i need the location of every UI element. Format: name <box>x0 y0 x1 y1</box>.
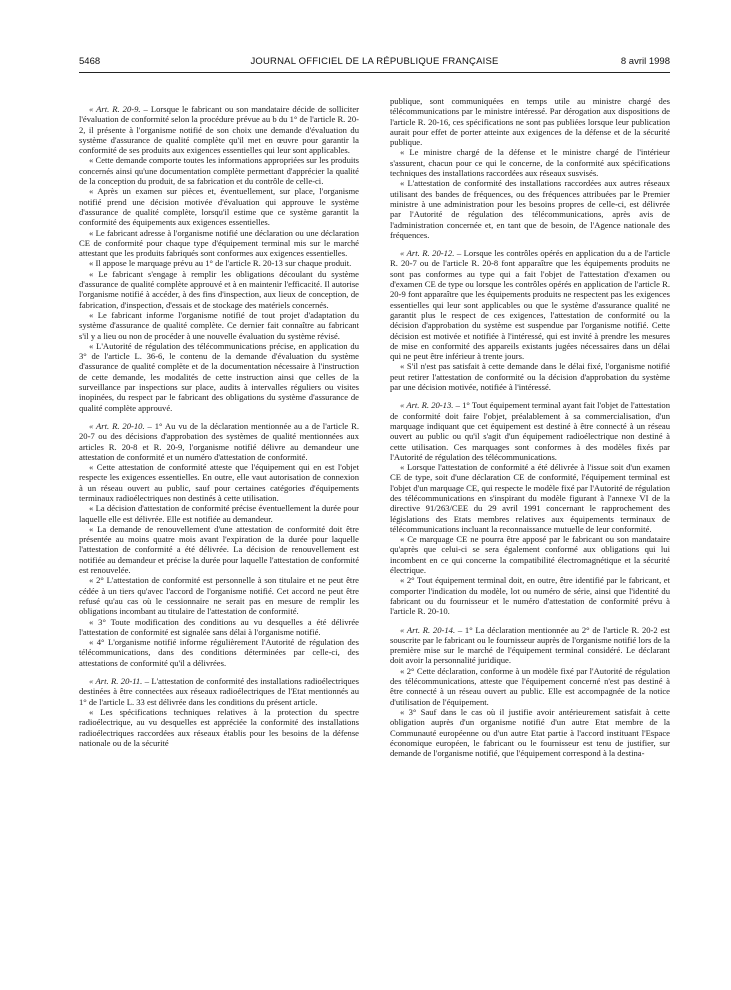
article-reference: « Art. R. 20-11. <box>89 676 143 687</box>
paragraph-text: « L'Autorité de régulation des télécommunications précise, en application du 3° de l'article L. 36-6, le contenu de la demande d'évaluation du système d'assurance de qualité complète et de la documentation nécessaire à l'instruction de cette demande, les modalités de cette instruction ainsi que celles de la surveillance par inspections sur place, audits à intervalles réguliers ou visites inopinées, du respect par le fabricant des obligations du système d'assurance de qualité complète approuvé. <box>79 340 359 413</box>
paragraph <box>79 676 359 707</box>
paragraph-text: « Le fabricant s'engage à remplir les obligations découlant du système d'assurance de qualité complète approuvé et à en maintenir l'efficacité. Il autorise l'organisme notifié à accéder, à des fins d'inspection, aux lieux de conception, de fabrication, d'inspection, d'essais et de stockage des matériels concernés. <box>79 268 359 310</box>
paragraph <box>390 361 670 392</box>
paragraph <box>390 575 670 616</box>
paragraph-text: – 1° La déclaration mentionnée au 2° de l'article R. 20-2 est souscrite par le fabricant ou le fournisseur auprès de l'organisme notifié lors de la première mise sur le marché de l'équipement terminal considéré. Le déclarant doit avoir la personnalité juridique. <box>390 624 670 666</box>
paragraph-text: « La décision d'attestation de conformité précise éventuellement la durée pour laquelle elle est délivrée. Elle est notifiée au demandeur. <box>79 503 359 524</box>
paragraph <box>390 400 670 462</box>
paragraph <box>390 147 670 178</box>
paragraph-text: « L'attestation de conformité des installations raccordées aux autres réseaux utilisant des bandes de fréquences, ou des fréquences attribuées par le Premier ministre à une administration pour les besoins propres de celle-ci, est délivrée par l'Autorité de régulation des télécommunications, après avis de l'administration concernée et, en tant que de besoin, de l'Agence nationale des fréquences. <box>390 178 670 240</box>
paragraph <box>79 155 359 186</box>
paragraph <box>79 462 359 503</box>
paragraph <box>79 104 359 155</box>
paragraph <box>79 637 359 668</box>
paragraph <box>79 503 359 524</box>
paragraph-text: « Le ministre chargé de la défense et le ministre chargé de l'intérieur s'assurent, chacun pour ce qui le concerne, de la conformité aux spécifications techniques des installations raccordées aux réseaux susvisés. <box>390 147 670 179</box>
paragraph-text: publique, sont communiquées en temps utile au ministre chargé des télécommunications par le ministre intéressé. Par dérogation aux dispositions de l'article R. 20-16, ces spécifications ne sont pas publiées lorsque leur publication aurait pour effet de porter atteinte aux exigences de la défense et de la sécurité publique. <box>390 96 670 148</box>
paragraph-text: – 1° Tout équipement terminal ayant fait l'objet de l'attestation de conformité doit faire l'objet, préalablement à sa commercialisation, d'un marquage indiquant que cet équipement est destiné à être connecté à un réseau ouvert au public ou qu'il s'agit d'un équipement radioélectrique non destiné à cette utilisation. Ces marquages sont conformes à des modèles fixés par l'Autorité de régulation des télécommunications. <box>390 400 670 462</box>
paragraph <box>390 534 670 575</box>
paragraph-text: – Lorsque les contrôles opérés en application du a de l'article R. 20-7 ou de l'article R. 20-8 font apparaître que les équipements produits ne sont pas conformes au type qui a fait l'objet de l'attestation d'examen ou d'examen CE de type ou lorsque les contrôles opérés en application de l'article R. 20-9 font apparaître que les équipements produits ne respectent pas les exigences essentielles qui leur sont applicables ou que le système d'assurance qualité ne garantit plus le respect de ces exigences, l'attestation de conformité ou la décision d'approbation du système est suspendue par l'organisme notifié. Cette décision est motivée et notifiée à l'intéressé, qui est invité à prendre les mesures de mise en conformité des appareils existants jugées nécessaires dans un délai qui ne peut être inférieur à trente jours. <box>390 248 670 362</box>
paragraph <box>79 524 359 575</box>
paragraph-text: « Il appose le marquage prévu au 1° de l'article R. 20-13 sur chaque produit. <box>89 258 352 269</box>
paragraph-text: « Après un examen sur pièces et, éventuellement, sur place, l'organisme notifié prend une décision motivée d'évaluation qui approuve le système d'assurance de qualité complète, lorsqu'il estime que ce système garantit la conformité des équipements aux exigences essentielles. <box>79 186 359 228</box>
paragraph-text: « Le fabricant informe l'organisme notifié de tout projet d'adaptation du système d'assurance de qualité complète. Ce dernier fait connaître au fabricant s'il y a lieu ou non de procéder à une nouvelle évaluation du système révisé. <box>79 309 359 341</box>
paragraph-text: « Cette demande comporte toutes les informations appropriées sur les produits concernés ainsi qu'une documentation complète permettant d'apprécier la qualité de la conception du produit, de sa fabrication et du contrôle de celle-ci. <box>79 155 359 187</box>
paragraph-text: « S'il n'est pas satisfait à cette demande dans le délai fixé, l'organisme notifié peut retirer l'attestation de conformité ou la décision d'approbation du système par une décision motivée, notifiée à l'intéressé. <box>390 361 670 393</box>
paragraph <box>390 462 670 534</box>
issue-date: 8 avril 1998 <box>620 56 670 67</box>
paragraph <box>79 228 359 259</box>
paragraph <box>79 575 359 616</box>
page-number: 5468 <box>79 56 101 67</box>
paragraph <box>79 310 359 341</box>
article-reference: « Art. R. 20-10. <box>89 420 145 431</box>
paragraph-text: « Cette attestation de conformité atteste que l'équipement qui en est l'objet respecte les exigences essentielles. En outre, elle vaut autorisation de connexion à un réseau ouvert au public, sauf pour certaines catégories d'équipements terminaux radioélectriques non destinés à cette utilisation. <box>79 462 359 503</box>
right-column <box>390 96 670 976</box>
article-reference: « Art. R. 20-14. <box>400 624 456 635</box>
paragraph-text: « 3° Toute modification des conditions au vu desquelles a été délivrée l'attestation de conformité est signalée sans délai à l'organisme notifié. <box>79 616 359 637</box>
paragraph <box>390 707 670 758</box>
paragraph <box>390 178 670 240</box>
paragraph-text: « 2° Cette déclaration, conforme à un modèle fixé par l'Autorité de régulation des télécommunications, atteste que l'équipement concerné n'est pas destiné à être connecté à un réseau ouvert au public. Elle est accompagnée de la notice d'utilisation de l'équipement. <box>390 665 670 707</box>
paragraph <box>79 258 359 268</box>
paragraph-text: « 4° L'organisme notifié informe régulièrement l'Autorité de régulation des télécommunications, dans des conditions déterminées par celle-ci, des attestations de conformité qu'il a délivrées. <box>79 637 359 668</box>
paragraph <box>79 186 359 227</box>
paragraph-text: « Le fabricant adresse à l'organisme notifié une déclaration ou une déclaration CE de conformité pour chaque type d'équipement terminal mis sur le marché attestant que les produits fabriqués sont conformes aux exigences essentielles. <box>79 227 359 259</box>
article-reference: « Art. R. 20-9. <box>89 104 141 114</box>
left-column <box>79 96 359 976</box>
article-reference: « Art. R. 20-12. <box>400 248 455 259</box>
paragraph-text: – Lorsque le fabricant ou son mandataire décide de solliciter l'évaluation de conformité selon la procédure prévue au b du 1° de l'article R. 20-2, il présente à l'organisme notifié de son choix une demande d'évaluation du système d'assurance de qualité complète qu'il met en œuvre pour garantir la conformité de ses produits aux exigences essentielles qui leur sont applicables. <box>79 104 359 156</box>
article-reference: « Art. R. 20-13. <box>400 400 454 411</box>
paragraph <box>79 269 359 310</box>
paragraph <box>390 666 670 707</box>
journal-title: JOURNAL OFFICIEL DE LA RÉPUBLIQUE FRANÇAISE <box>250 56 499 67</box>
paragraph <box>79 421 359 462</box>
paragraph-text: « 2° Tout équipement terminal doit, en outre, être identifié par le fabricant, et comporter l'indication du modèle, lot ou numéro de série, ainsi que l'identité du fabricant ou du fournisseur et le numéro d'attestation de conformité prévu à l'article R. 20-10. <box>390 575 670 617</box>
paragraph-text: « 3° Sauf dans le cas où il justifie avoir antérieurement satisfait à cette obligation auprès d'un organisme notifié d'un autre Etat membre de la Communauté européenne ou d'un autre Etat partie à l'accord instituant l'Espace économique européen, le fabricant ou le fournisseur est tenu de justifier, sur demande de l'organisme notifié, que l'équipement correspond à la destina- <box>390 706 670 759</box>
paragraph <box>390 625 670 666</box>
paragraph-text: – L'attestation de conformité des installations radioélectriques destinées à être connectées aux réseaux radioélectriques de l'Etat mentionnés au 1° de l'article L. 33 est délivrée dans les conditions du présent article. <box>79 676 359 707</box>
paragraph <box>390 96 670 147</box>
page-header <box>79 56 670 70</box>
paragraph <box>390 248 670 361</box>
paragraph-text: – 1° Au vu de la déclaration mentionnée au a de l'article R. 20-7 ou des décisions d'approbation des systèmes de qualité mentionnées aux articles R. 20-8 et R. 20-9, l'organisme notifié délivre au demandeur une attestation de conformité et un numéro d'attestation de conformité. <box>79 420 359 462</box>
paragraph-text: « Les spécifications techniques relatives à la protection du spectre radioélectrique, au vu desquelles est appréciée la conformité des installations radioélectriques raccordées aux réseaux établis pour les besoins de la défense nationale ou de la sécurité <box>79 706 359 748</box>
paragraph-text: « La demande de renouvellement d'une attestation de conformité doit être présentée au moins quatre mois avant l'expiration de la durée pour laquelle l'attestation de conformité a été délivrée. La décision de renouvellement est notifiée au demandeur et précise la durée pour laquelle l'attestation de conformité est renouvelée. <box>79 523 359 576</box>
paragraph-text: « 2° L'attestation de conformité est personnelle à son titulaire et ne peut être cédée à un tiers qu'avec l'accord de l'organisme notifié. Cet accord ne peut être refusé qu'au cas où le cessionnaire ne serait pas en mesure de remplir les obligations incombant au titulaire de l'attestation de conformité. <box>79 575 359 617</box>
paragraph <box>79 341 359 413</box>
paragraph-text: « Lorsque l'attestation de conformité a été délivrée à l'issue soit d'un examen CE de type, soit d'une déclaration CE de conformité, l'équipement terminal est l'objet d'un marquage CE, qui respecte le modèle fixé par l'Autorité de régulation des télécommunications en s'inspirant du modèle figurant à l'annexe VI de la directive 91/263/CEE du 29 avril 1991 concernant le rapprochement des législations des Etats membres relatives aux équipements terminaux de télécommunications incluant la reconnaissance mutuelle de leur conformité. <box>390 462 670 534</box>
paragraph <box>79 617 359 638</box>
header-rule <box>79 72 670 73</box>
paragraph-text: « Ce marquage CE ne pourra être apposé par le fabricant ou son mandataire qu'après que celui-ci se sera également conformé aux obligations qui lui incombent en ce qui concerne la compatibilité électromagnétique et la sécurité électrique. <box>390 534 670 576</box>
paragraph <box>79 707 359 748</box>
